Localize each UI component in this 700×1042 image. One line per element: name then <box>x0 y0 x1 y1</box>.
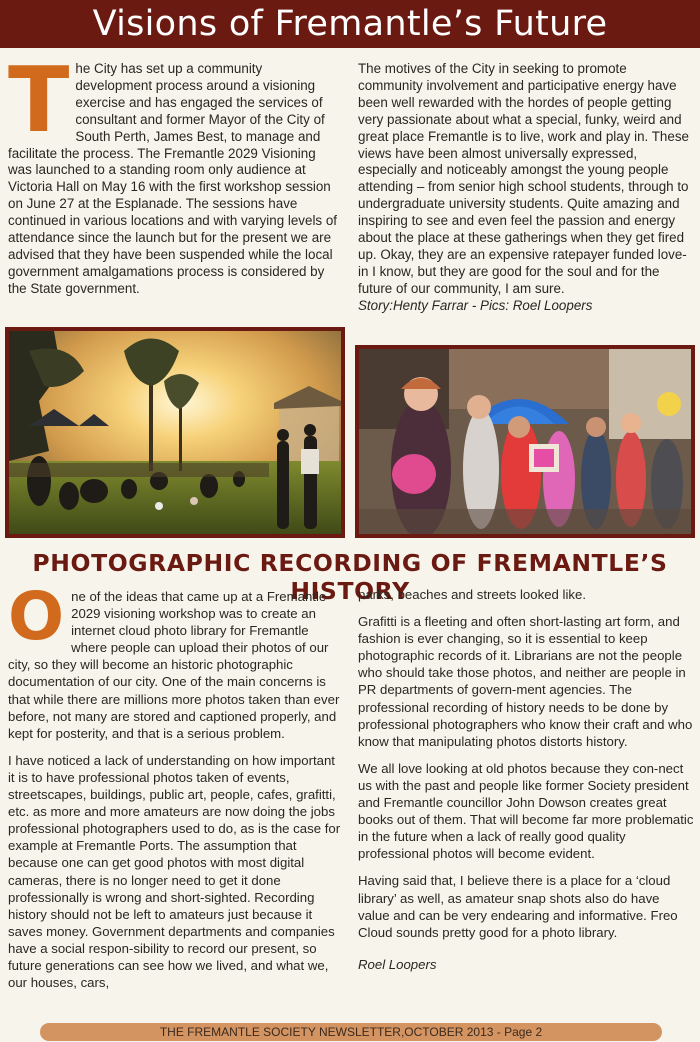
article2-left-paragraph-1: One of the ideas that came up at a Fremantle 2029 visioning workshop was to create an internet cloud photo library for Fremantle where people can upload their photos of our city, so they will become an historic photographic documentation of our city. One of the main concerns is that while there are millions more photos taken than ever before, not many are stored and captioned properly, and kept for posterity, and that is a serious problem. <box>8 578 340 741</box>
sunset-gathering-image <box>9 331 341 534</box>
drop-cap: T <box>8 48 70 153</box>
article1-left-paragraph: The City has set up a community development process around a visioning exercise and has engaged the services of consultant and former Mayor of the City of South Perth, James Best, to manage and facilitate the process. The Fremantle 2029 Visioning was launched to a standing room only audience at Victoria Hall on May 16 with the first workshop session on June 27 at the Esplanade. The sessions have continued in various locations and with varying levels of attendance since the launch but for the present we are advised that they have been suspended while the local government amalgamations process is considered by the State government. <box>8 48 337 296</box>
header-banner <box>0 0 700 48</box>
article2-right-paragraph-4: Having said that, I believe there is a place for a ‘cloud library’ as well, as amateur snap shots also do have value and can be very endearing and informative. Freo Cloud sounds pretty good for a photo library. <box>358 873 678 940</box>
festival-crowd-image <box>359 349 691 534</box>
article2-right-paragraph-3: We all love looking at old photos because they con-nect us with the past and people like former Society president and Fremantle councillor John Dowson creates great books out of them. That will become far more problematic in the future when a lack of really good quality professional photos will become evident. <box>358 760 694 862</box>
article1-right-paragraph: The motives of the City in seeking to promote community involvement and participative energy have been well rewarded with the hordes of people getting very passionate about what a special, funky, weird and great place Fremantle is to live, work and play in. These views have been almost universally expressed, especially and noticeably amongst the young people attending – from senior high school students, through to undergraduate university students. Quite amazing and inspiring to see and even feel the passion and energy about the place at these gatherings when they get fired up. Okay, they are an expensive ratepayer funded love-in I know, but they are good for the soul and for the future of our community, I am sure. <box>358 61 689 296</box>
story-credit: Story:Henty Farrar - Pics: Roel Loopers <box>358 297 593 313</box>
article1-column-left <box>8 48 342 298</box>
article1-column-right <box>358 61 692 315</box>
photo-festival-crowd <box>355 345 695 538</box>
page-title: Visions of Fremantle’s Future <box>92 4 608 44</box>
article2-left-paragraph-2: I have noticed a lack of understanding on how important it is to have professional photos taken of events, streetscapes, buildings, public art, people, cafes, grafitti, etc. as more and more amateurs are now doing the jobs professional photographers used to do, as is the case for example at Fremantle Ports. The assumption that because one can get good photos with most digital cameras, there is no longer need to get it done professionally is wrong and short-sighted. Recording history should not be left to amateurs just because it saves money. Government departments and companies have a social respon-sibility to record our present, so future generations can see how we lived, and what we, our houses, cars, <box>8 752 341 991</box>
section-title-photographic-history: PHOTOGRAPHIC RECORDING OF FREMANTLE’S HISTORY <box>32 549 668 605</box>
page-number: Page 2 <box>504 1025 543 1039</box>
photo-sunset-gathering <box>5 327 345 538</box>
footer-text: THE FREMANTLE SOCIETY NEWSLETTER,OCTOBER 2013 - <box>159 1025 505 1039</box>
footer-bar <box>40 1023 662 1041</box>
drop-cap: O <box>8 578 65 655</box>
article2-right-paragraph-1: parks, beaches and streets looked like. <box>358 587 586 602</box>
article2-column-left <box>8 578 345 991</box>
article2-author: Roel Loopers <box>358 956 437 972</box>
article2-right-paragraph-2: Grafitti is a fleeting and often short-lasting art form, and fashion is ever changing, so it is essential to keep photographic records of it. Librarians are not the people who should take those photos, and neither are people in PR departments of govern-ment agencies. The professional recording of history needs to be done by professional photographers who know their craft and who know that manipulating photos distorts history. <box>358 614 693 749</box>
article2-column-right <box>358 586 694 973</box>
